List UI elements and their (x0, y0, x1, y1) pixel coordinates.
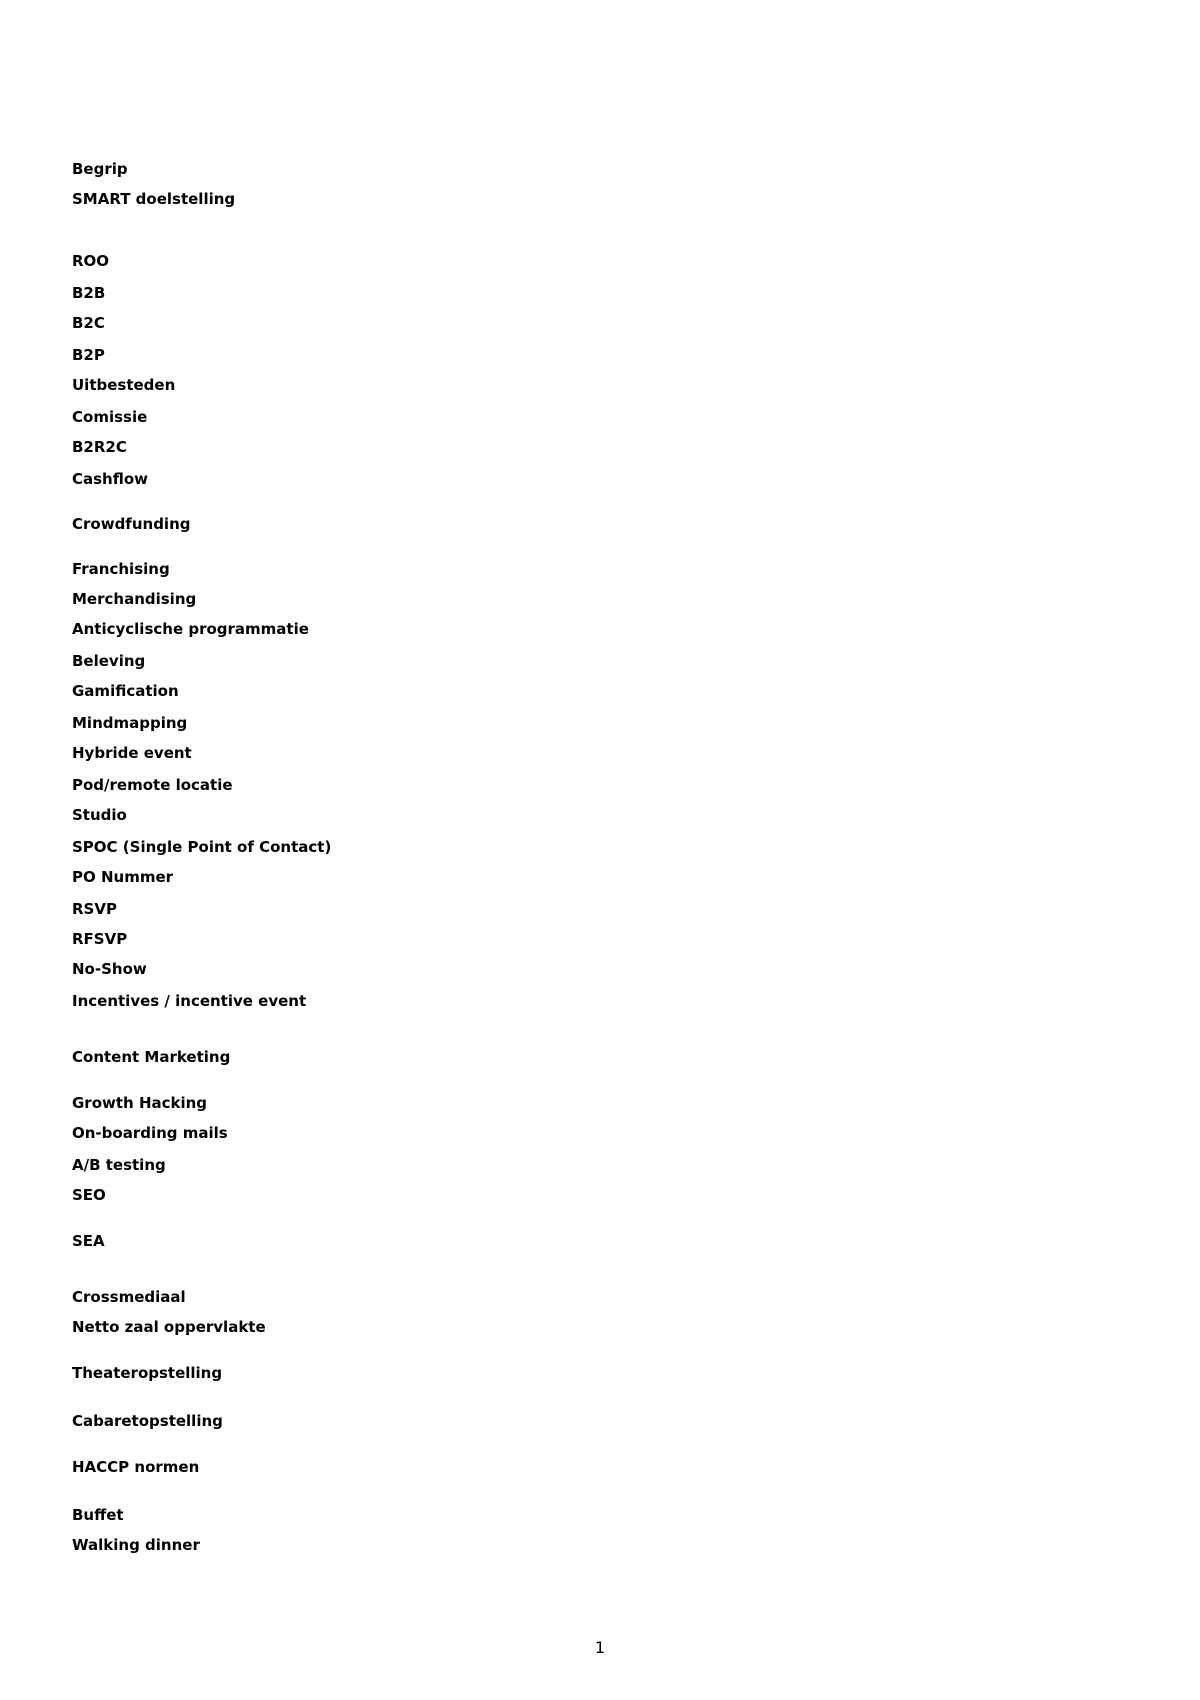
term-item: SPOC (Single Point of Contact) (72, 838, 332, 856)
term-item: Crossmediaal (72, 1288, 186, 1306)
term-item: Merchandising (72, 590, 197, 608)
term-item: Uitbesteden (72, 376, 176, 394)
term-item: Franchising (72, 560, 170, 578)
term-item: B2C (72, 314, 105, 332)
term-item: Hybride event (72, 744, 192, 762)
term-item: Gamification (72, 682, 179, 700)
term-item: ROO (72, 252, 110, 270)
column-header: Begrip (72, 160, 128, 178)
term-item: Cabaretopstelling (72, 1412, 223, 1430)
term-item: No-Show (72, 960, 147, 978)
term-item: Theateropstelling (72, 1364, 223, 1382)
term-item: RSVP (72, 900, 117, 918)
term-item: B2B (72, 284, 106, 302)
term-item: Content Marketing (72, 1048, 231, 1066)
term-item: HACCP normen (72, 1458, 200, 1476)
term-item: Incentives / incentive event (72, 992, 307, 1010)
term-item: B2R2C (72, 438, 127, 456)
term-item: B2P (72, 346, 105, 364)
term-item: Pod/remote locatie (72, 776, 233, 794)
term-item: RFSVP (72, 930, 128, 948)
term-item: Comissie (72, 408, 148, 426)
term-item: Cashflow (72, 470, 149, 488)
term-item: Studio (72, 806, 127, 824)
term-item: SEA (72, 1232, 105, 1250)
page-number: 1 (594, 1638, 606, 1657)
term-item: SEO (72, 1186, 106, 1204)
term-item: Walking dinner (72, 1536, 200, 1554)
term-item: PO Nummer (72, 868, 174, 886)
term-item: SMART doelstelling (72, 190, 236, 208)
term-item: A/B testing (72, 1156, 166, 1174)
term-item: On-boarding mails (72, 1124, 228, 1142)
term-item: Crowdfunding (72, 515, 191, 533)
term-item: Netto zaal oppervlakte (72, 1318, 266, 1336)
term-item: Buffet (72, 1506, 124, 1524)
term-item: Beleving (72, 652, 146, 670)
term-item: Growth Hacking (72, 1094, 208, 1112)
term-item: Mindmapping (72, 714, 188, 732)
term-item: Anticyclische programmatie (72, 620, 309, 638)
